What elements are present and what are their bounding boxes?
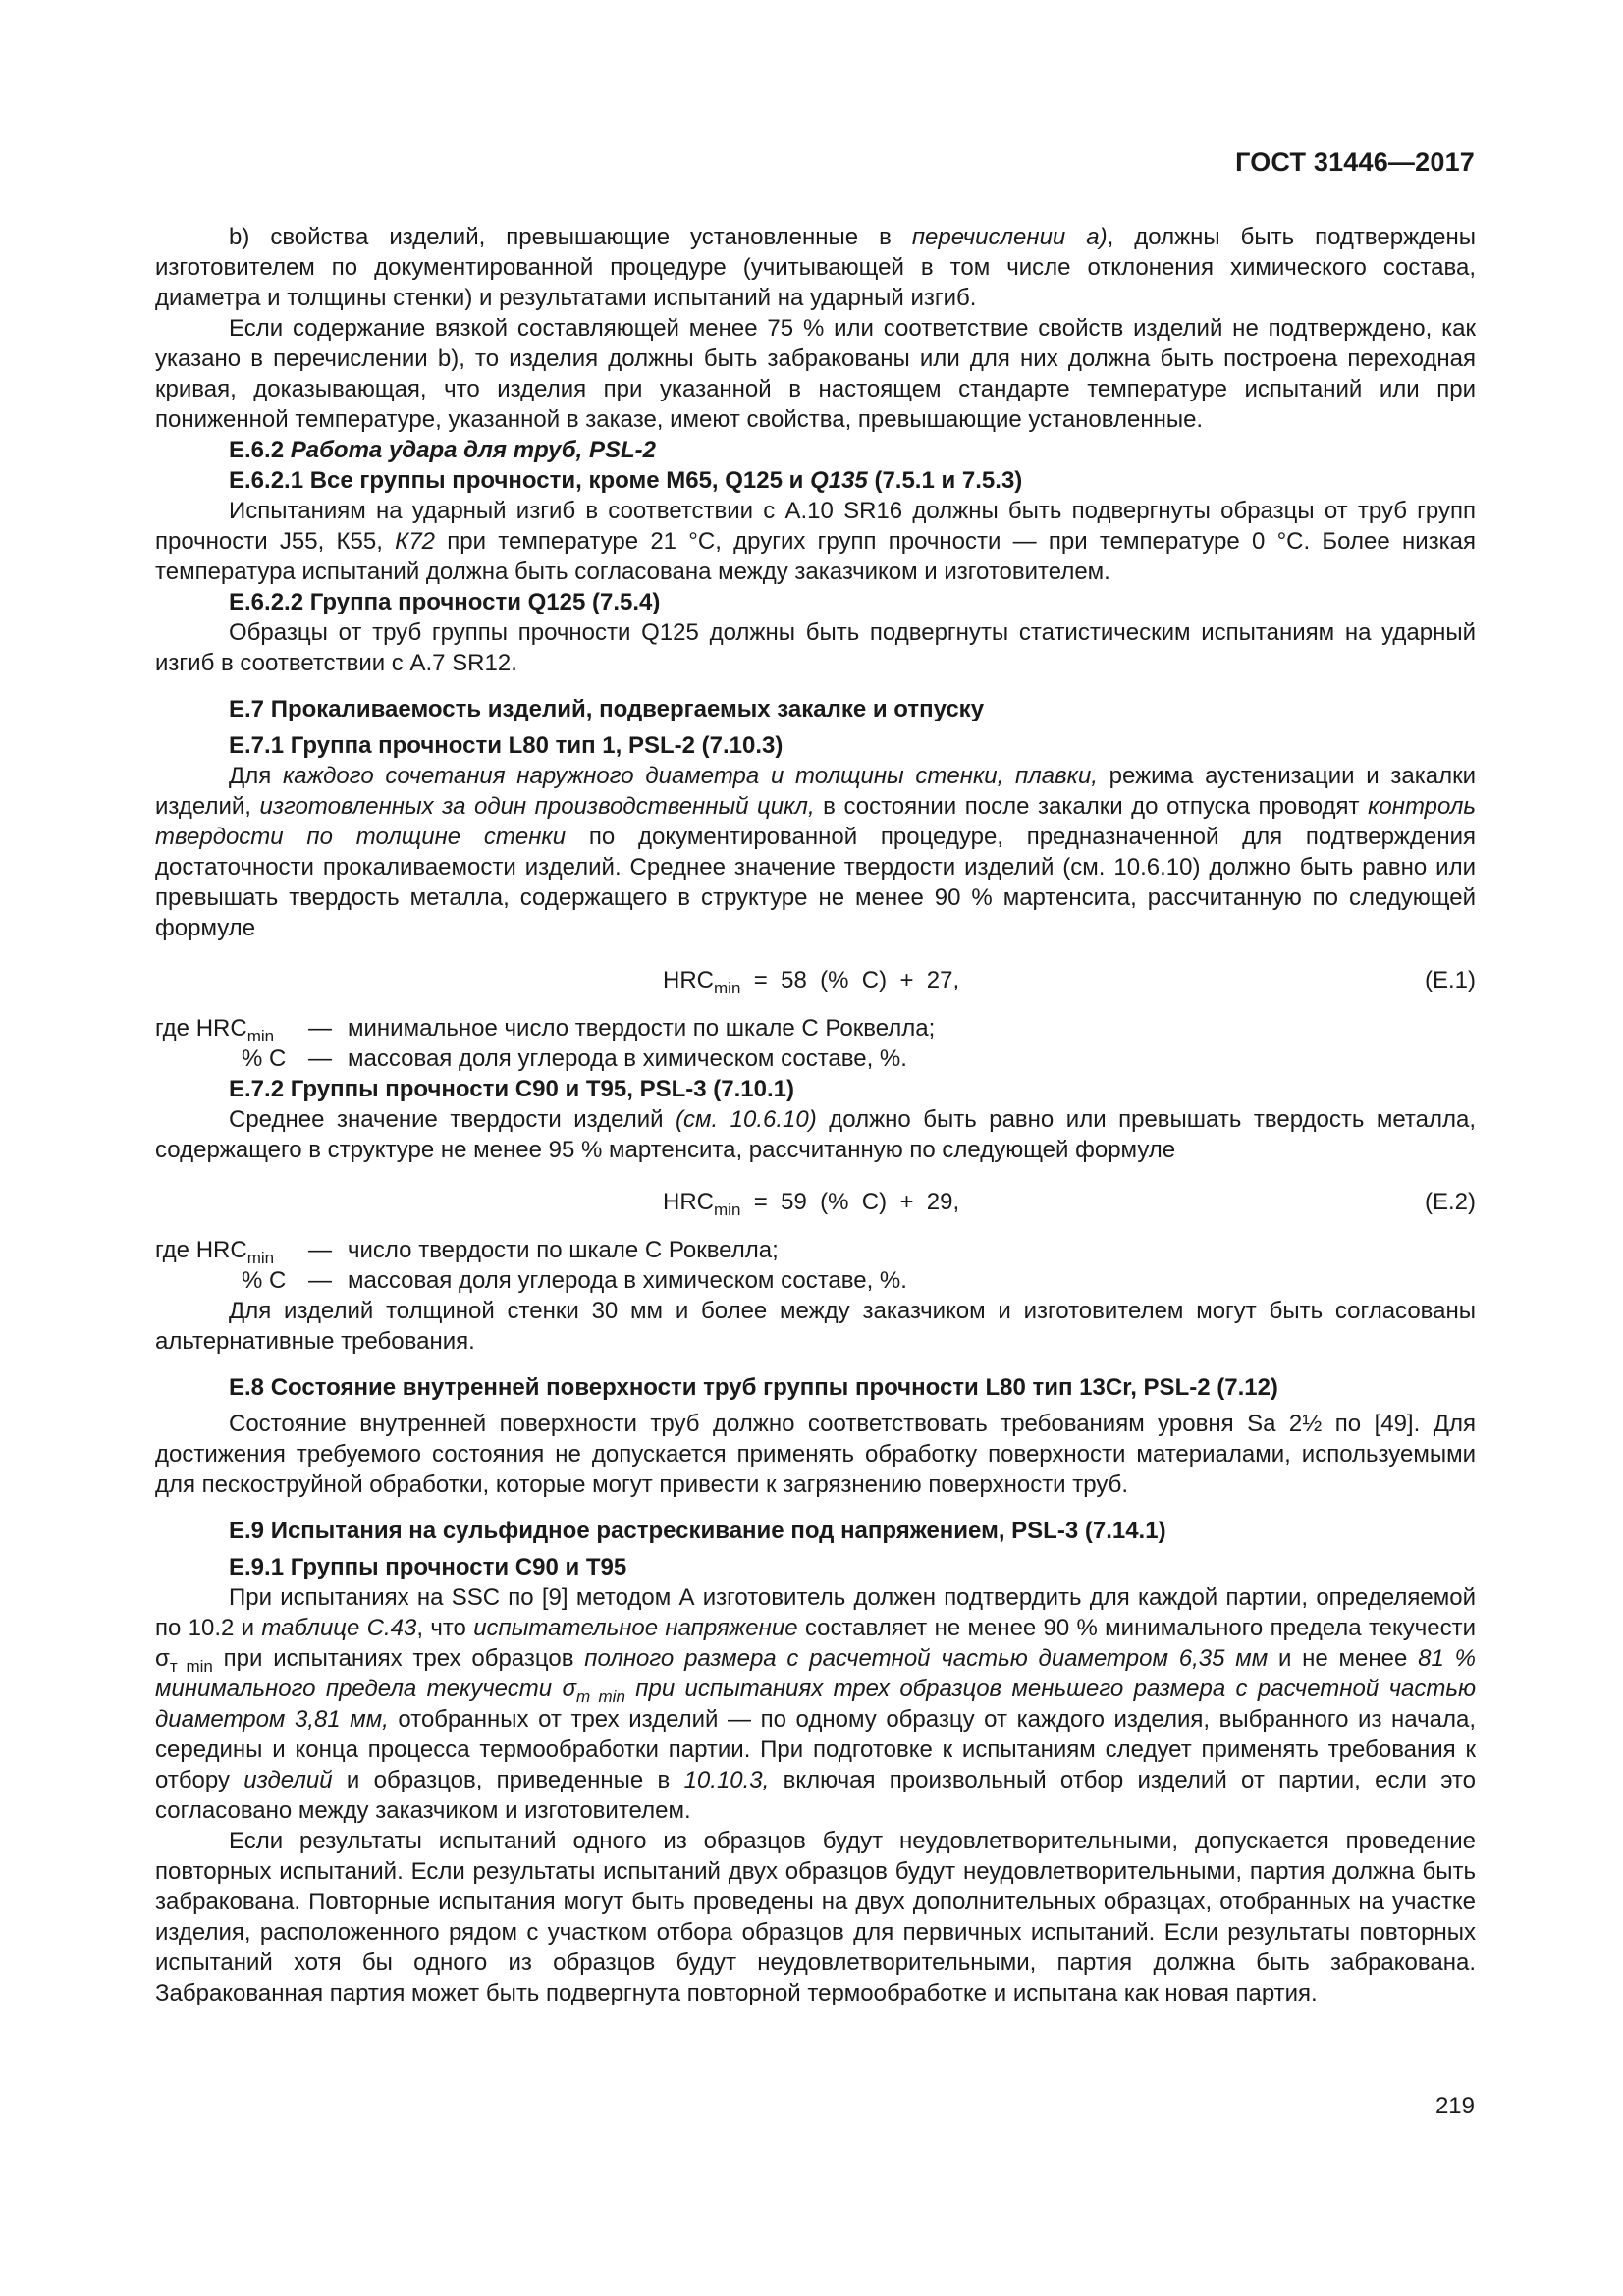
section-e9-heading: Е.9 Испытания на сульфидное растрескивание под напряжением, PSL-3 (7.14.1) [229,1518,1166,1544]
formula-e1-where-1 [155,1013,1476,1043]
section-e71-heading: Е.7.1 Группа прочности L80 тип 1, PSL-2 (7.10.3) [229,732,784,759]
paragraph-mean-hardness: Среднее значение твердости изделий (см. 10.6.10) должно быть равно или превышать твердость металла, содержащего в структуре не менее 95 % мартенсита, рассчитанную по следующей формуле [155,1106,1476,1163]
section-e621-heading: Е.6.2.1 Все группы прочности, кроме М65, Q125 и Q135 (7.5.1 и 7.5.3) [229,467,1023,494]
section-e72-heading: Е.7.2 Группы прочности С90 и Т95, PSL-3 (7.10.1) [229,1076,794,1102]
where-label: где $HRC_{min}$ [155,1237,275,1267]
formula-e2 [155,1187,1476,1217]
where-label: % С [242,1267,287,1294]
where-dash: — [308,1267,332,1294]
paragraph-ssc-test: При испытаниях на SSC по [9] методом А изготовитель должен подтвердить для каждой партии, определяемой по 10.2 и таблице С.43, что испытательное напряжение составляет не менее 90 % минимального предела текучести $\sigma_{т min}$ при испытаниях трех образцов полного размера с расчетной частью диаметром 6,35 мм и не менее 81 % минимального предела текучести $\sigma_{т min}$ при испытаниях трех образцов меньшего размера с расчетной частью диаметром 3,81 мм, отобранных от трех изделий — по одному образцу от каждого изделия, выбранного из начала, середины и конца процесса термообработки партии. При подготовке к испытаниям следует применять требования к отбору изделий и образцов, приведенные в 10.10.3, включая произвольный отбор изделий от партии, если это согласовано между заказчиком и изготовителем. [155,1584,1477,1824]
where-definition: минимальное число твердости по шкале С Роквелла; [348,1015,936,1041]
where-dash: — [308,1237,332,1263]
where-dash: — [308,1045,332,1072]
where-label: где $HRC_{min}$ [155,1015,275,1045]
section-e62-heading: Е.6.2 Работа удара для труб, PSL-2 [229,437,656,463]
paragraph-q125: Образцы от труб группы прочности Q125 должны быть подвергнуты статистическим испытаниям на ударный изгиб в соответствии с А.7 SR12. [155,619,1476,676]
where-definition: массовая доля углерода в химическом составе, %. [348,1267,907,1294]
paragraph-impact-test: Испытаниям на ударный изгиб в соответствии с А.10 SR16 должны быть подвергнуты образцы от труб групп прочности J55, К55, К72 при температуре 21 °С, других групп прочности — при температуре 0 °С. Более низкая температура испытаний должна быть согласована между заказчиком и изготовителем. [155,498,1476,585]
paragraph-inner-surface: Состояние внутренней поверхности труб должно соответствовать требованиям уровня Sa 2½ по [49]. Для достижения требуемого состояния не допускается применять обработку поверхности материалами, используемыми для пескоструйной обработки, которые могут привести к загрязнению поверхности труб. [155,1411,1476,1498]
paragraph-viscous-component: Если содержание вязкой составляющей менее 75 % или соответствие свойств изделий не подтверждено, как указано в перечислении b), то изделия должны быть забракованы или для них должна быть построена переходная кривая, доказывающая, что изделия при указанной в настоящем стандарте температуре испытаний или при пониженной температуре, указанной в заказе, имеют свойства, превышающие установленные. [155,315,1476,433]
page-number: 219 [1434,2093,1475,2119]
formula-e1 [155,965,1476,995]
section-e7-heading: Е.7 Прокаливаемость изделий, подвергаемых закалке и отпуску [229,696,985,722]
where-dash: — [308,1015,332,1041]
paragraph-b: b) свойства изделий, превышающие установленные в перечислении а), должны быть подтверждены изготовителем по документированной процедуре (учитывающей в том числе отклонения химического состава, диаметра и толщины стенки) и результатами испытаний на ударный изгиб. [155,224,1476,311]
document-body [155,222,1476,2008]
paragraph-wall-thickness: Для изделий толщиной стенки 30 мм и более между заказчиком и изготовителем могут быть согласованы альтернативные требования. [155,1298,1476,1355]
where-definition: массовая доля углерода в химическом составе, %. [348,1045,907,1072]
formula-e2-number: (Е.2) [1424,1189,1476,1215]
section-e622-heading: Е.6.2.2 Группа прочности Q125 (7.5.4) [229,589,661,615]
formula-e1-number: (Е.1) [1424,967,1476,993]
paragraph-retest: Если результаты испытаний одного из образцов будут неудовлетворительными, допускается проведение повторных испытаний. Если результаты испытаний двух образцов будут неудовлетворительными, партия должна быть забракована. Повторные испытания могут быть проведены на двух дополнительных образцах, отобранных на участке изделия, расположенного рядом с участком отбора образцов для первичных испытаний. Если результаты повторных испытаний хотя бы одного из образцов будут неудовлетворительными, партия должна быть забракована. Забракованная партия может быть подвергнута повторной термообработке и испытана как новая партия. [155,1828,1476,2006]
formula-e1-where-2 [155,1043,1476,1074]
formula-e2-where-1 [155,1235,1476,1265]
where-definition: число твердости по шкале С Роквелла; [348,1237,779,1263]
paragraph-hardenability: Для каждого сочетания наружного диаметра и толщины стенки, плавки, режима аустенизации и закалки изделий, изготовленных за один производственный цикл, в состоянии после закалки до отпуска проводят контроль твердости по толщине стенки по документированной процедуре, предназначенной для подтверждения достаточности прокаливаемости изделий. Среднее значение твердости изделий (см. 10.6.10) должно быть равно или превышать твердость металла, содержащего в структуре не менее 90 % мартенсита, рассчитанную по следующей формуле [155,763,1476,941]
formula-e1-expression: $HRC_{min} = 58$ (% C) + 27, [663,967,960,997]
formula-e2-where-2 [155,1265,1476,1296]
section-e91-heading: Е.9.1 Группы прочности С90 и Т95 [229,1554,627,1580]
standard-header: ГОСТ 31446—2017 [1235,147,1475,177]
formula-e2-expression: $HRC_{min} = 59$ (% C) + 29, [663,1189,960,1219]
section-e8-heading: Е.8 Состояние внутренней поверхности труб группы прочности L80 тип 13Cr, PSL-2 (7.12) [229,1374,1278,1401]
where-label: % С [242,1045,287,1072]
